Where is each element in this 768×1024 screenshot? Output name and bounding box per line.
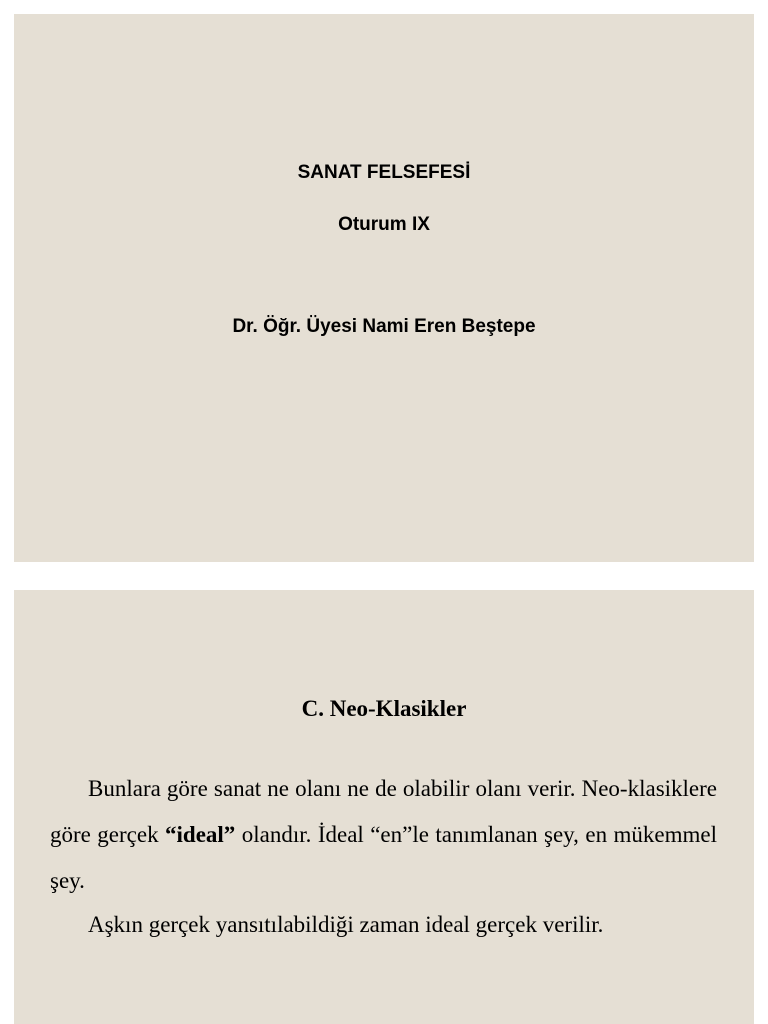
section-heading: C. Neo-Klasikler (301, 696, 467, 721)
body-paragraph-1 (50, 766, 717, 904)
paragraph-1-text-start: Bunlara göre sanat ne olanı ne de olabilir olanı verir. Neo-klasiklere göre gerçek (50, 776, 717, 847)
body-paragraph-2: Aşkın gerçek yansıtılabildiği zaman ideal gerçek verilir. (88, 912, 604, 937)
paragraph-1-text-end: olandır. İdeal “en”le tanımlanan şey, en mükemmel şey. (50, 822, 717, 893)
course-title: SANAT FELSEFESİ (297, 162, 471, 183)
session-label: Oturum IX (338, 214, 430, 235)
ideal-emphasis: “ideal” (165, 822, 236, 847)
content-slide (14, 590, 754, 1024)
author-name: Dr. Öğr. Üyesi Nami Eren Beştepe (232, 316, 536, 337)
title-slide (14, 14, 754, 562)
